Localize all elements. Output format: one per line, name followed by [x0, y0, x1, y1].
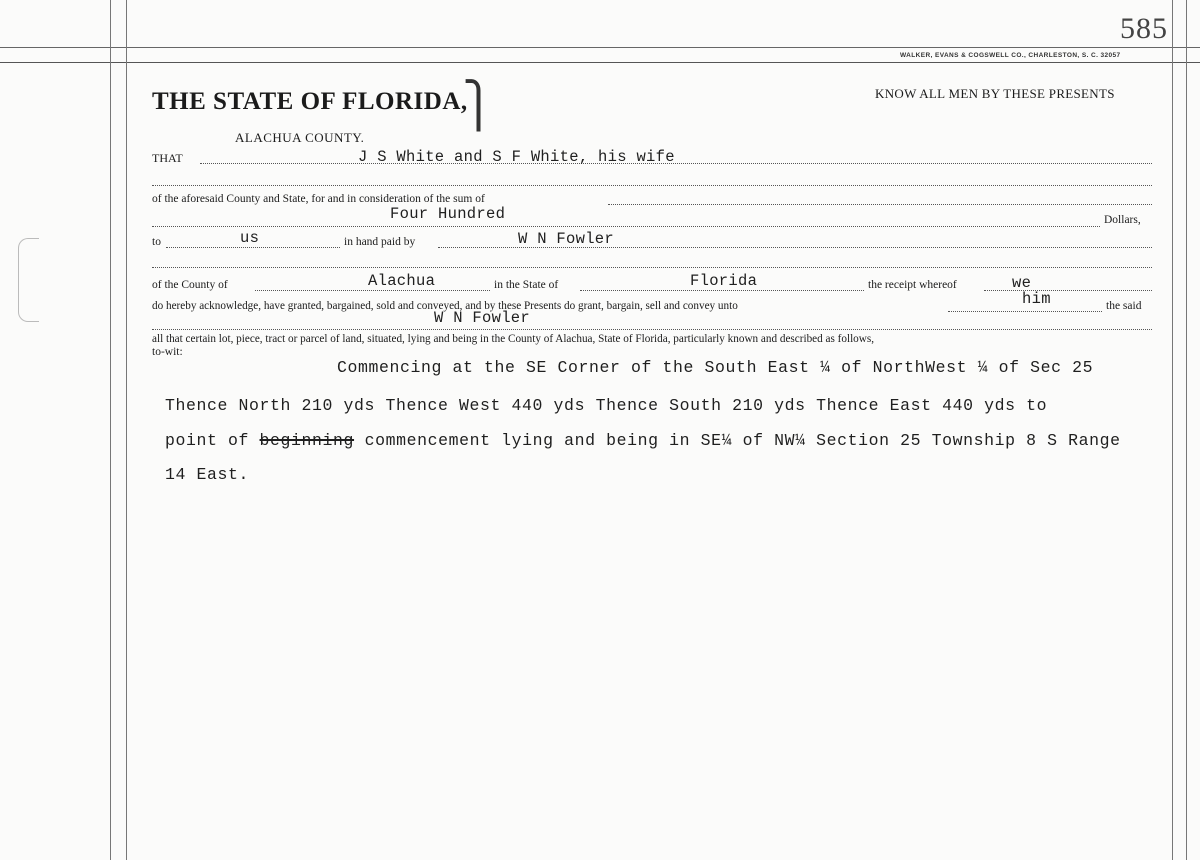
that-line [200, 163, 1152, 164]
description-line-4: 14 East. [165, 465, 250, 484]
county-of-label: of the County of [152, 279, 228, 291]
sum-field: Four Hundred [390, 205, 506, 223]
consideration-line [608, 204, 1152, 205]
to-wit-label: to-wit: [152, 346, 183, 358]
state-title: THE STATE OF FLORIDA, [152, 88, 468, 115]
line3-end: commencement lying and being in SE¼ of NW¼ Section 25 Township 8 S Range [364, 431, 1121, 450]
sum-line [152, 226, 1100, 227]
county-field: Alachua [368, 272, 436, 290]
said-label: the said [1106, 300, 1142, 312]
that-label: THAT [152, 151, 183, 165]
county-heading: ALACHUA COUNTY. [235, 130, 365, 145]
description-line-1: Commencing at the SE Corner of the South East ¼ of NorthWest ¼ of Sec 25 [337, 358, 1094, 377]
state-field: Florida [690, 272, 758, 290]
left-margin-rule-2 [126, 0, 127, 860]
grantors-field: J S White and S F White, his wife [358, 148, 675, 166]
right-margin-rule [1172, 0, 1173, 860]
grantee-field: W N Fowler [434, 309, 531, 327]
grantee-line [152, 329, 1152, 330]
right-margin-rule-2 [1186, 0, 1187, 860]
blank-line-2 [152, 267, 1152, 268]
all-that-label: all that certain lot, piece, tract or parcel of land, situated, lying and being in the County of Alachua, State of Florida, particularly known and described as follows, [152, 333, 875, 345]
acknowledge-label: do hereby acknowledge, have granted, bargained, sold and conveyed, and by these Presents do grant, bargain, sell and convey unto [152, 300, 738, 312]
line3-start: point of [165, 431, 250, 450]
page-number: 585 [1120, 12, 1168, 45]
left-margin-rule [110, 0, 111, 860]
state-line [580, 290, 864, 291]
receipt-line [984, 290, 1152, 291]
struck-word: beginning [259, 431, 355, 450]
paid-by-field: W N Fowler [518, 230, 615, 248]
top-rule-2 [0, 62, 1200, 63]
printer-line: WALKER, EVANS & COGSWELL CO., CHARLESTON, S. C. 32057 [900, 52, 1121, 59]
to-line [166, 247, 340, 248]
receipt-field: we [1012, 274, 1032, 292]
description-line-3 [165, 431, 1121, 450]
top-rule [0, 47, 1200, 48]
header-brace: ⎫ [462, 81, 495, 130]
unto-line [948, 311, 1102, 312]
state-of-label: in the State of [494, 279, 559, 291]
county-line [255, 290, 490, 291]
to-label: to [152, 236, 161, 248]
description-line-2: Thence North 210 yds Thence West 440 yds Thence South 210 yds Thence East 440 yds to [165, 396, 1048, 415]
to-field: us [240, 229, 260, 247]
know-all-heading: KNOW ALL MEN BY THESE PRESENTS [875, 86, 1115, 101]
paid-by-label: in hand paid by [344, 236, 416, 248]
dollars-label: Dollars, [1104, 214, 1141, 226]
unto-field: him [1022, 290, 1051, 308]
receipt-label: the receipt whereof [868, 279, 957, 291]
blank-line-1 [152, 185, 1152, 186]
binder-hole-mark [18, 238, 39, 322]
consideration-label: of the aforesaid County and State, for and in consideration of the sum of [152, 193, 485, 205]
